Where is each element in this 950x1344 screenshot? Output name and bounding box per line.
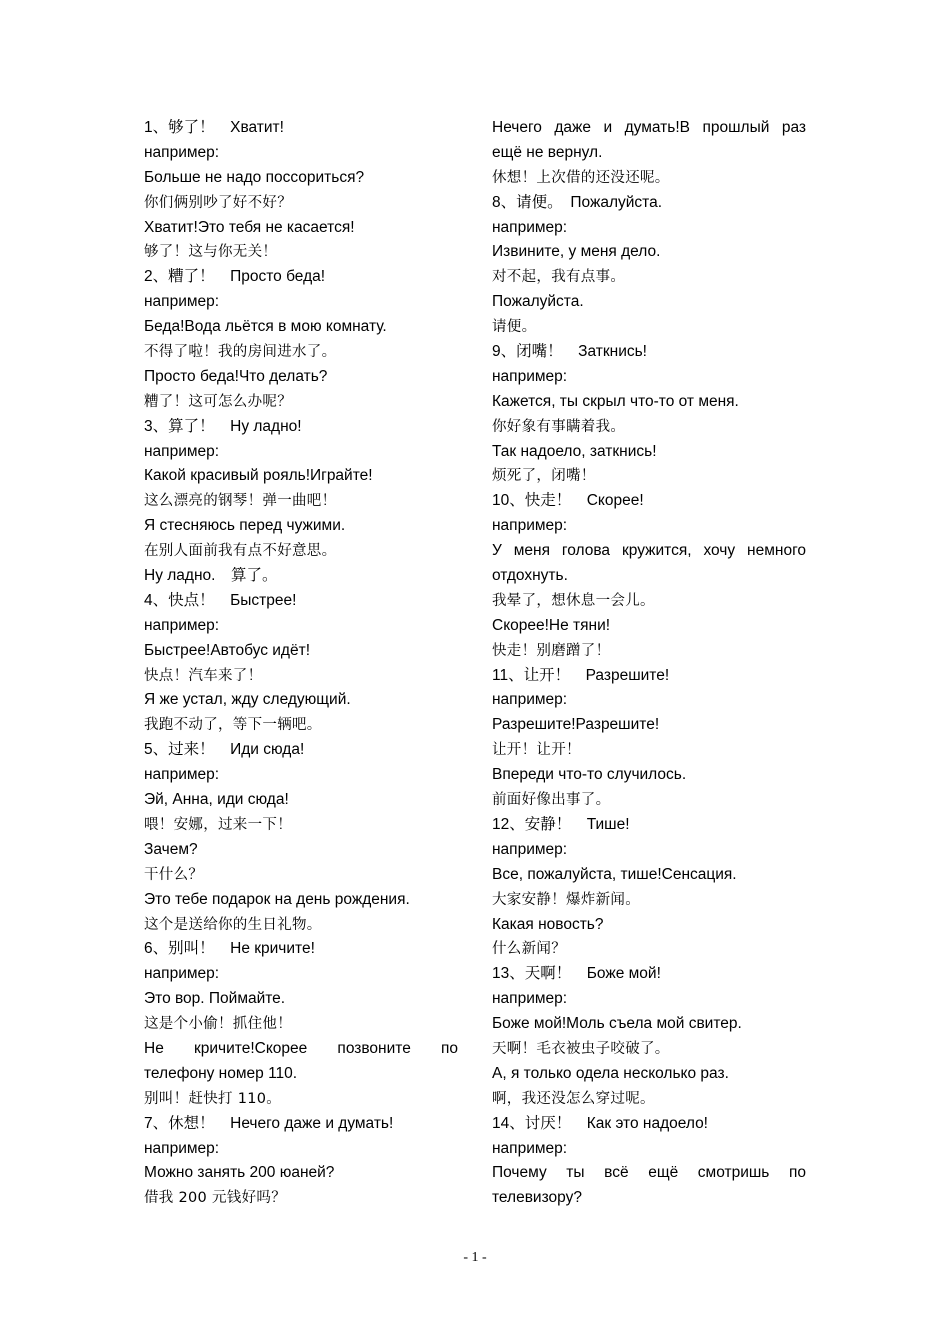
- text-line: Эй, Анна, иди сюда!: [144, 791, 289, 809]
- text-line: Это вор. Поймайте.: [144, 990, 286, 1008]
- text-line: 6、别叫！ Не кричите!: [144, 940, 315, 958]
- chinese-line: 糟了！这可怎么办呢？: [144, 393, 292, 410]
- text-line: например:: [144, 143, 220, 161]
- chinese-line: 不得了啦！我的房间进水了。: [144, 344, 337, 361]
- text-line: например:: [492, 1139, 568, 1157]
- chinese-line: 请便。: [492, 319, 537, 336]
- chinese-line: 让开！让开！: [492, 742, 581, 759]
- left-column: [144, 116, 458, 1211]
- chinese-line: 快点！汽车来了！: [144, 667, 263, 684]
- text-line: Впереди что-то случилось.: [492, 766, 687, 784]
- chinese-line: 喂！安娜，过来一下！: [144, 816, 292, 833]
- text-line: Я же устал, жду следующий.: [144, 691, 351, 709]
- text-line: например:: [144, 616, 220, 634]
- text-line: Все, пожалуйста, тише!Сенсация.: [492, 865, 737, 883]
- chinese-line: 够了！这与你无关！: [144, 244, 278, 261]
- chinese-line: 啊，我还没怎么穿过呢。: [492, 1090, 655, 1107]
- text-line: Почему ты всё ещё смотришь по: [492, 1164, 806, 1182]
- text-line: У меня голова кружится, хочу немного: [492, 542, 806, 560]
- chinese-line: 干什么？: [144, 866, 204, 883]
- chinese-line: 我晕了，想休息一会儿。: [492, 592, 655, 609]
- chinese-line: 烦死了，闭嘴！: [492, 468, 596, 485]
- chinese-line: 什么新闻？: [492, 941, 566, 958]
- text-line: 11、让开！ Разрешите!: [492, 666, 670, 684]
- text-line: например:: [144, 442, 220, 460]
- text-line: Я стесняюсь перед чужими.: [144, 517, 346, 535]
- text-line: А, я только одела несколько раз.: [492, 1064, 729, 1082]
- text-line: 9、闭嘴！ Заткнись!: [492, 343, 647, 361]
- text-line: Какая новость?: [492, 915, 604, 933]
- text-line: например:: [144, 965, 220, 983]
- chinese-line: 这是个小偷！抓住他！: [144, 1016, 292, 1033]
- text-line: Боже мой!Моль съела мой свитер.: [492, 1015, 742, 1033]
- chinese-line: 你们俩别吵了好不好？: [144, 194, 292, 211]
- chinese-line: 前面好像出事了。: [492, 792, 611, 809]
- chinese-line: 这个是送给你的生日礼物。: [144, 916, 322, 933]
- text-line: 2、糟了！ Просто беда!: [144, 268, 326, 286]
- text-line: Зачем?: [144, 840, 198, 858]
- text-line: 5、过来！ Иди сюда!: [144, 741, 305, 759]
- text-line: Скорее!Не тяни!: [492, 616, 611, 634]
- text-line: 7、休想！ Нечего даже и думать!: [144, 1114, 394, 1132]
- text-line: 14、讨厌！ Как это надоело!: [492, 1114, 708, 1132]
- text-line: например:: [492, 990, 568, 1008]
- text-line: Хватит!Это тебя не касается!: [144, 218, 355, 236]
- text-line: 12、安静！ Тише!: [492, 815, 630, 833]
- chinese-line: 借我 200 元钱好吗？: [144, 1190, 286, 1207]
- text-line: Больше не надо поссориться?: [144, 168, 365, 186]
- text-line: 3、算了！ Ну ладно!: [144, 417, 302, 435]
- text-line: Не кричите!Скорее позвоните по: [144, 1039, 458, 1057]
- text-line: например:: [492, 367, 568, 385]
- text-line: Кажется, ты скрыл что-то от меня.: [492, 392, 739, 410]
- text-line: 1、够了！ Хватит!: [144, 119, 284, 136]
- text-line: Это тебе подарок на день рождения.: [144, 890, 410, 908]
- chinese-line: 别叫！赶快打 110。: [144, 1090, 282, 1107]
- text-line: Нечего даже и думать!В прошлый раз: [492, 119, 806, 136]
- text-line: Пожалуйста.: [492, 293, 584, 311]
- chinese-line: 对不起，我有点事。: [492, 269, 626, 286]
- chinese-line: 在别人面前我有点不好意思。: [144, 543, 337, 560]
- text-line: отдохнуть.: [492, 567, 568, 585]
- page-number: - 1 -: [463, 1250, 487, 1265]
- right-column: [492, 116, 806, 1211]
- text-line: ещё не вернул.: [492, 143, 603, 161]
- text-line: 8、请便。 Пожалуйста.: [492, 193, 663, 211]
- text-line: например:: [492, 691, 568, 709]
- chinese-line: 你好象有事瞒着我。: [492, 418, 626, 435]
- text-line: например:: [492, 218, 568, 236]
- chinese-line: 天啊！毛衣被虫子咬破了。: [492, 1040, 670, 1057]
- text-line: например:: [492, 840, 568, 858]
- text-line: Так надоело, заткнись!: [492, 442, 657, 460]
- text-line: Просто беда!Что делать?: [144, 367, 328, 385]
- text-line: Беда!Вода льётся в мою комнату.: [144, 318, 387, 336]
- text-line: Быстрее!Автобус идёт!: [144, 641, 311, 659]
- text-line: например:: [492, 517, 568, 535]
- chinese-line: 休想！上次借的还没还呢。: [492, 169, 670, 186]
- text-line: Извините, у меня дело.: [492, 243, 661, 261]
- text-line: 4、快点！ Быстрее!: [144, 591, 297, 609]
- text-line: Ну ладно. 算了。: [144, 567, 278, 585]
- chinese-line: 我跑不动了，等下一辆吧。: [144, 717, 322, 734]
- chinese-line: 快走！别磨蹭了！: [492, 642, 611, 659]
- text-line: например:: [144, 293, 220, 311]
- text-line: телевизору?: [492, 1189, 582, 1207]
- text-line: Разрешите!Разрешите!: [492, 716, 660, 734]
- text-line: 13、天啊！ Боже мой!: [492, 965, 661, 983]
- text-line: например:: [144, 766, 220, 784]
- chinese-line: 这么漂亮的钢琴！弹一曲吧！: [144, 493, 337, 510]
- text-line: Можно занять 200 юаней?: [144, 1164, 335, 1182]
- text-line: телефону номер 110.: [144, 1064, 298, 1082]
- chinese-line: 大家安静！爆炸新闻。: [492, 891, 640, 908]
- text-line: например:: [144, 1139, 220, 1157]
- text-line: Какой красивый рояль!Играйте!: [144, 467, 373, 485]
- text-line: 10、快走！ Скорее!: [492, 492, 644, 510]
